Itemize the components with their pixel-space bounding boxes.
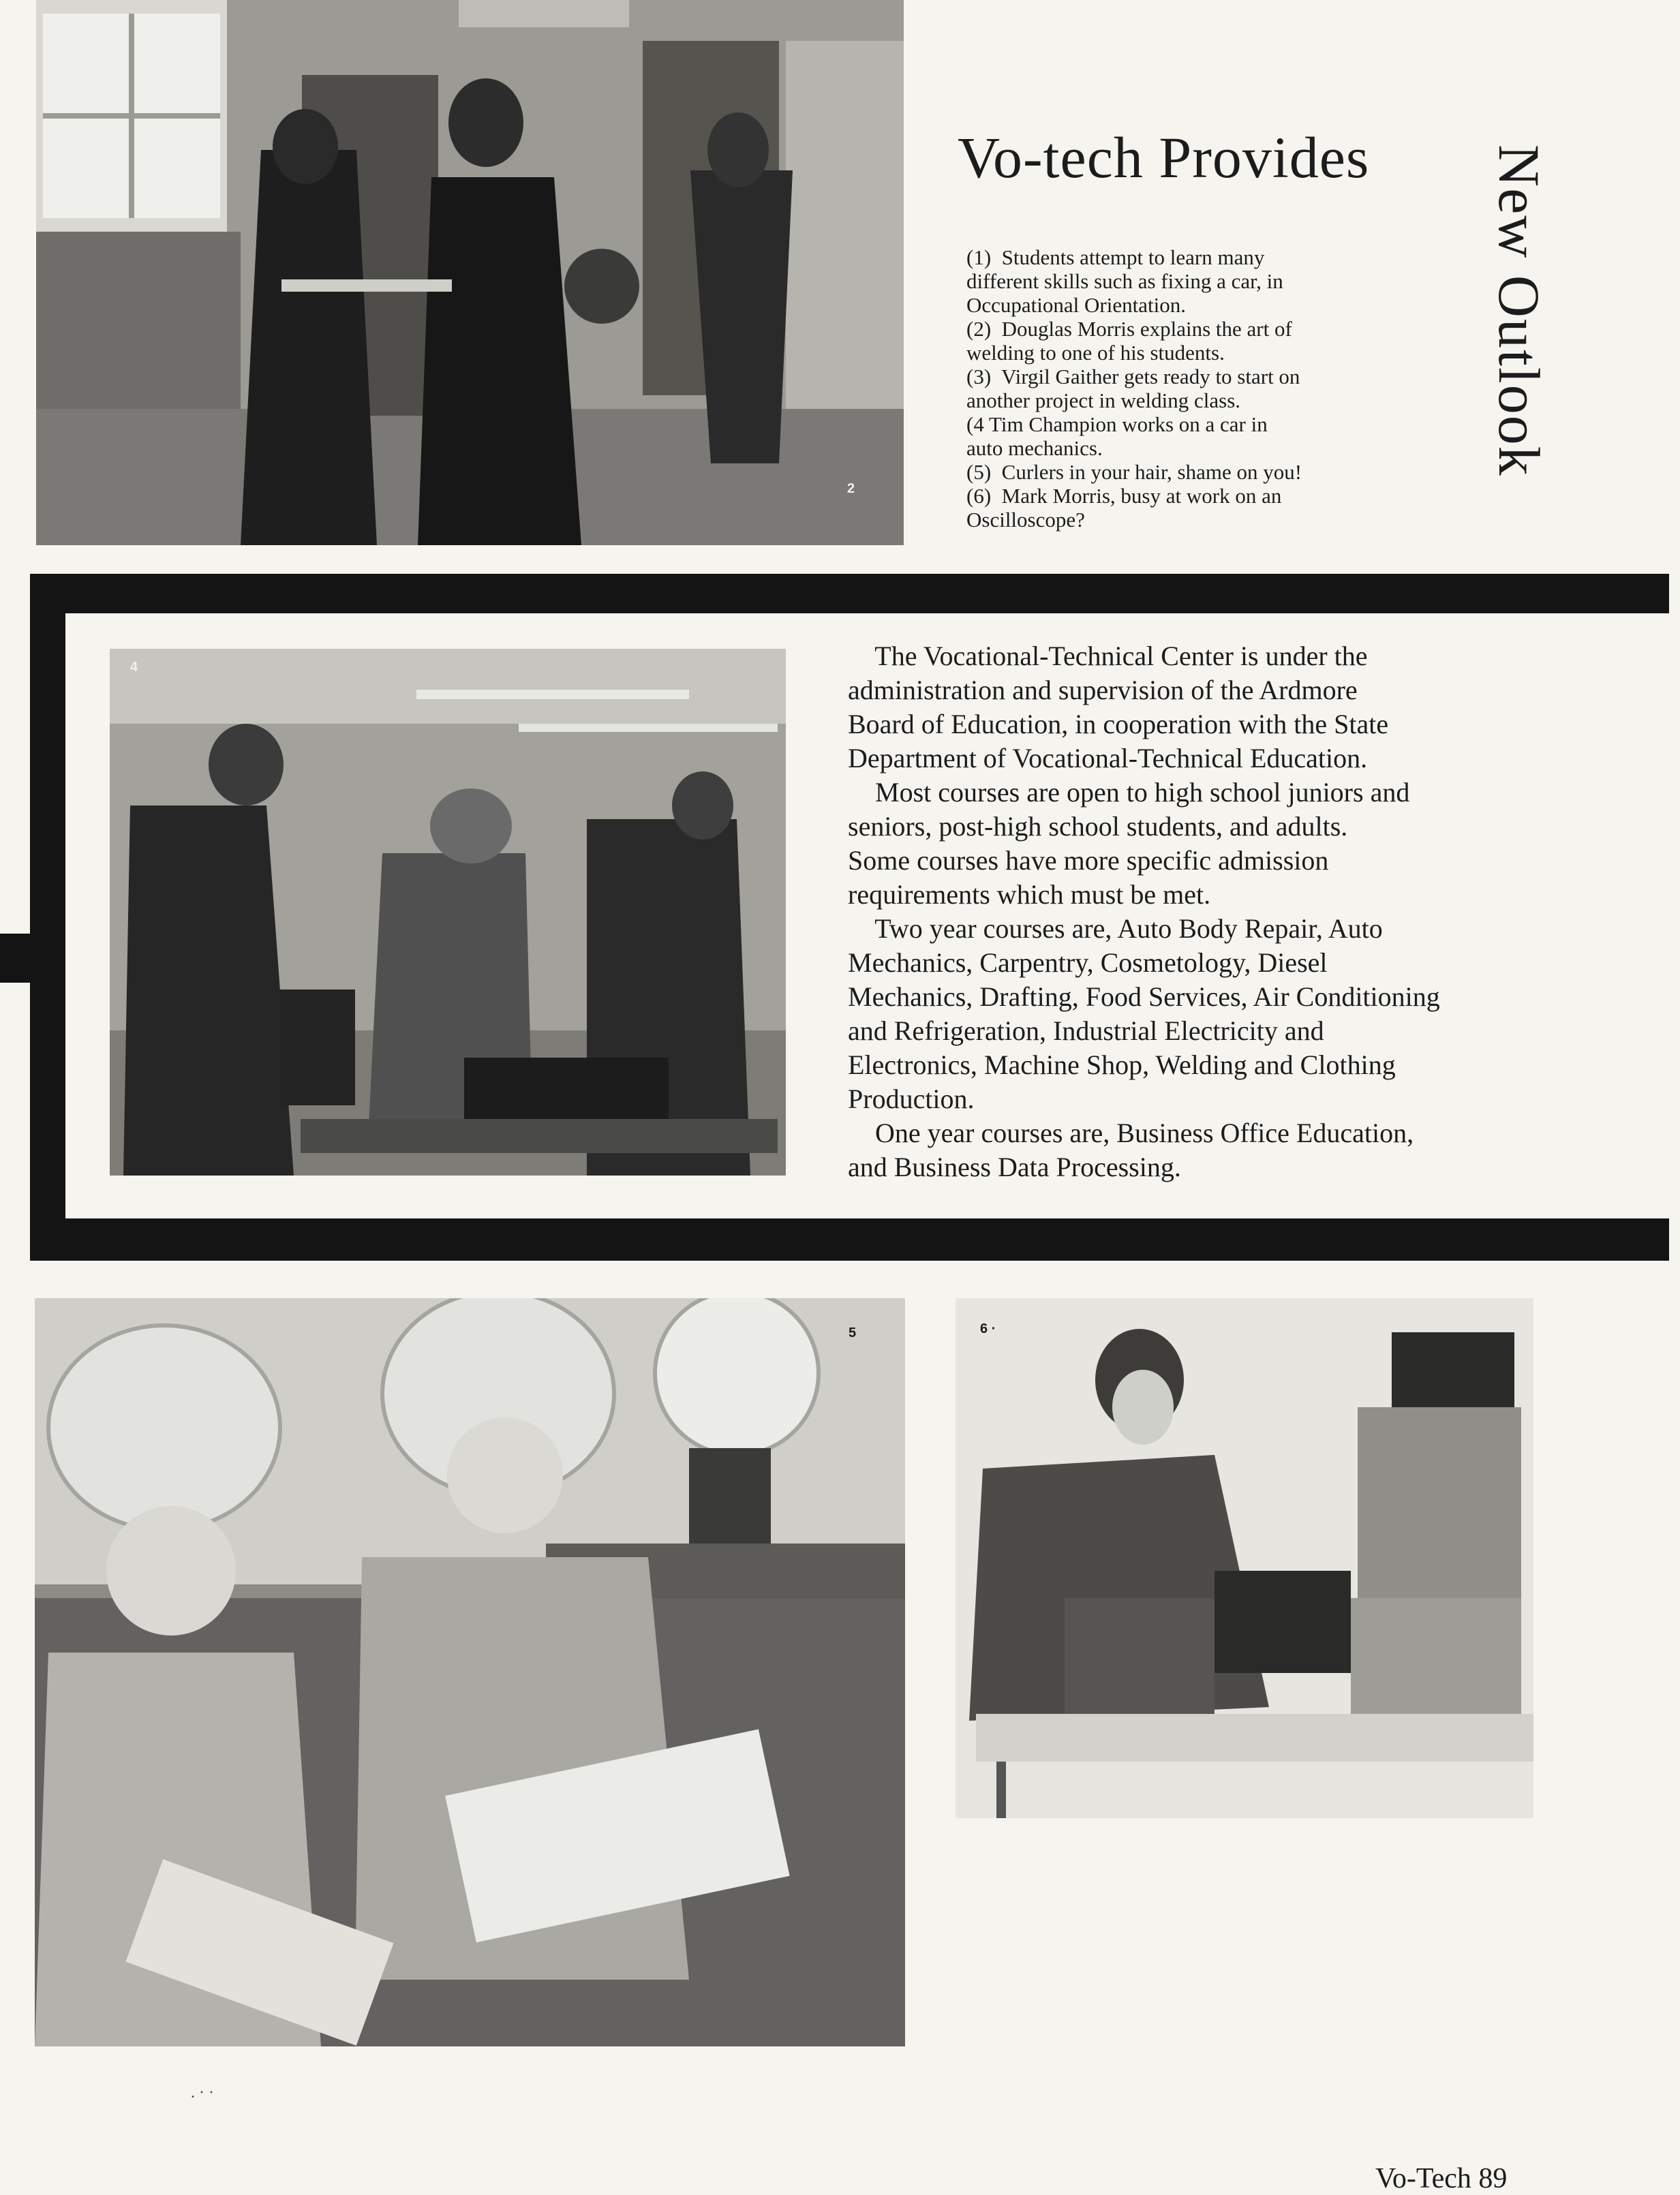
caption-line: another project in welding class.	[966, 388, 1241, 412]
caption-line: Oscilloscope?	[966, 508, 1085, 532]
caption-line: (4 Tim Champion works on a car in	[966, 412, 1268, 436]
body-line: Production.	[848, 1084, 975, 1114]
photo-oscilloscope	[956, 1298, 1533, 1818]
photo-captions	[966, 245, 1457, 532]
article-body	[848, 639, 1563, 1184]
caption-line: welding to one of his students.	[966, 341, 1225, 365]
auto-mechanics-illustration	[110, 649, 786, 1176]
body-line: Some courses have more specific admission	[848, 845, 1329, 876]
body-line: Mechanics, Carpentry, Cosmetology, Diesel	[848, 947, 1328, 978]
photo-number: 2	[847, 481, 855, 496]
body-line: and Refrigeration, Industrial Electricity and	[848, 1015, 1324, 1046]
caption-line: (6) Mark Morris, busy at work on an	[966, 484, 1282, 508]
body-paragraph	[848, 639, 1563, 776]
page-footer: Vo-Tech 89	[1375, 2163, 1508, 2194]
photo-number: 5	[849, 1325, 857, 1340]
caption-line: (3) Virgil Gaither gets ready to start on	[966, 365, 1300, 388]
body-line: Two year courses are, Auto Body Repair, Auto	[848, 913, 1383, 944]
body-line: Most courses are open to high school juniors and	[848, 777, 1410, 808]
caption-line: (1) Students attempt to learn many	[966, 245, 1265, 269]
body-line: seniors, post-high school students, and adults.	[848, 811, 1348, 842]
caption-line: auto mechanics.	[966, 436, 1103, 460]
photo-number: 6 ·	[980, 1321, 996, 1336]
body-paragraph	[848, 776, 1563, 912]
welding-scene-illustration	[36, 0, 904, 545]
photo-cosmetology	[35, 1298, 905, 2046]
caption-line: Occupational Orientation.	[966, 293, 1186, 317]
body-line: administration and supervision of the Ardmore	[848, 675, 1358, 705]
cosmetology-illustration	[35, 1298, 905, 2046]
body-line: Department of Vocational-Technical Education.	[848, 743, 1368, 773]
photo-number: 4	[130, 660, 138, 675]
photo-welding-class	[36, 0, 904, 545]
photo-auto-mechanics	[110, 649, 786, 1176]
body-line: Mechanics, Drafting, Food Services, Air Conditioning	[848, 981, 1440, 1012]
stray-marks: . · ·	[191, 2084, 214, 2102]
left-edge-tab	[0, 934, 31, 983]
body-line: Board of Education, in cooperation with the State	[848, 709, 1389, 739]
side-title: New Outlook	[1486, 144, 1552, 477]
oscilloscope-illustration	[956, 1298, 1533, 1818]
body-line: requirements which must be met.	[848, 879, 1211, 910]
body-line: One year courses are, Business Office Education,	[848, 1118, 1414, 1148]
caption-line: (5) Curlers in your hair, shame on you!	[966, 460, 1302, 484]
caption-line: (2) Douglas Morris explains the art of	[966, 317, 1292, 341]
body-paragraph	[848, 912, 1563, 1116]
body-line: The Vocational-Technical Center is under the	[848, 641, 1368, 671]
body-paragraph	[848, 1116, 1563, 1184]
body-line: and Business Data Processing.	[848, 1152, 1181, 1182]
page-title: Vo-tech Provides	[958, 125, 1370, 190]
caption-line: different skills such as fixing a car, in	[966, 269, 1283, 293]
body-line: Electronics, Machine Shop, Welding and Clothing	[848, 1049, 1396, 1080]
